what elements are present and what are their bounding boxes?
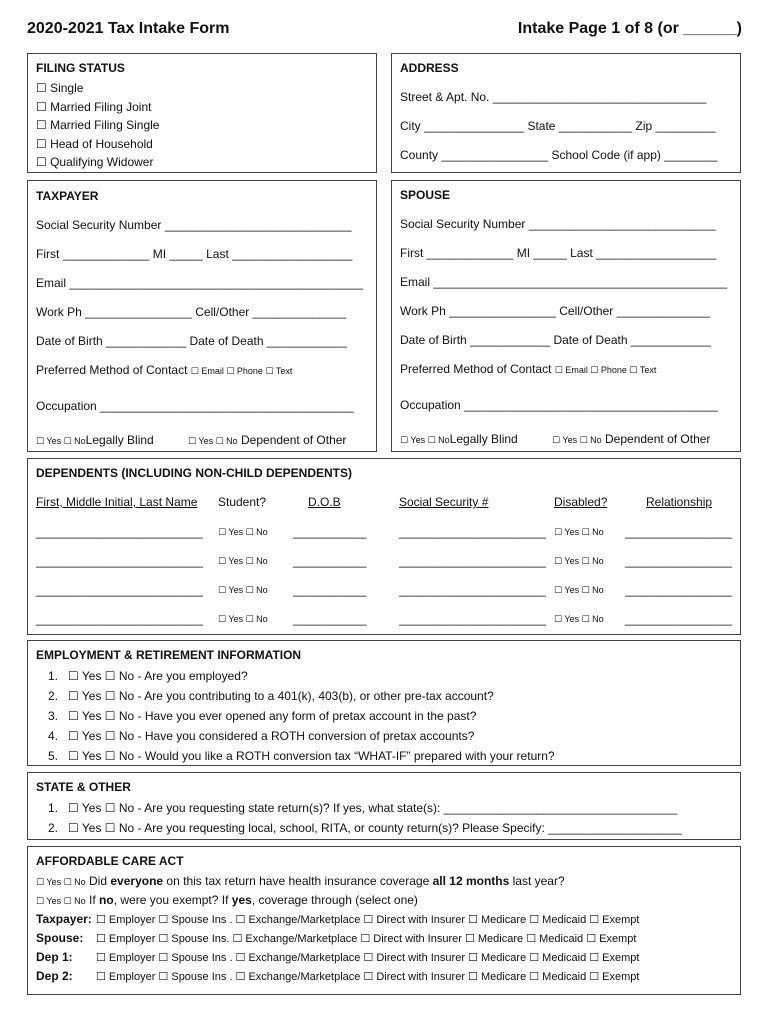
dependent-row-2-name[interactable]: _________________________: [36, 554, 203, 568]
taxpayer-dependent-row: [188, 433, 346, 447]
filing-status-options: [36, 79, 159, 172]
aca-row-dep1: [36, 950, 73, 964]
dependent-name-header: First, Middle Initial, Last Name: [36, 495, 198, 509]
aca-q2-text: , were you exempt? If: [113, 893, 229, 907]
dependent-row-4-relationship[interactable]: ________________: [625, 612, 732, 626]
aca-row-dep1-options[interactable]: ☐ Employer ☐ Spouse Ins . ☐ Exchange/Marketplace ☐ Direct with Insurer ☐ Medicare ☐ Medicaid ☐ Exempt: [96, 952, 640, 964]
filing-status-title: FILING STATUS: [36, 61, 125, 75]
aca-section: [27, 846, 741, 995]
question-number: 1.: [47, 801, 58, 815]
spouse-dependent-label: Dependent of Other: [605, 432, 711, 446]
dependent-row-2-ssn[interactable]: ______________________: [399, 554, 546, 568]
question-text: ☐ Yes ☐ No - Are you requesting state return(s)? If yes, what state(s): ___________________________________: [68, 801, 678, 815]
dependent-row-3-disabled[interactable]: ☐ Yes ☐ No: [554, 585, 604, 595]
employment-section: [27, 640, 741, 766]
aca-q1-emphasis: all 12 months: [432, 874, 510, 888]
aca-q2-emphasis: yes: [231, 893, 252, 907]
taxpayer-blind-row: [36, 433, 154, 447]
aca-question-2: [36, 893, 418, 907]
spouse-email-field[interactable]: Email ____________________________________________: [400, 275, 727, 289]
state-other-question-1[interactable]: [36, 798, 682, 818]
spouse-blind-label: Legally Blind: [449, 432, 518, 446]
question-text: ☐ Yes ☐ No - Are you requesting local, school, RITA, or county return(s)? Please Specify: ____________________: [68, 821, 682, 835]
employment-question-4[interactable]: [36, 726, 555, 746]
taxpayer-name-field[interactable]: First _____________ MI _____ Last __________________: [36, 247, 353, 261]
dependent-row-1-ssn[interactable]: ______________________: [399, 525, 546, 539]
dependent-student-header: Student?: [218, 495, 267, 509]
aca-q1-yes-no[interactable]: ☐ Yes ☐ No: [36, 877, 86, 887]
taxpayer-blind-yes-no[interactable]: ☐ Yes ☐ No: [36, 436, 86, 446]
spouse-blind-yes-no[interactable]: ☐ Yes ☐ No: [400, 435, 450, 445]
filing-option-married-joint[interactable]: ☐ Married Filing Joint: [36, 99, 152, 114]
page-indicator: Intake Page 1 of 8 (or ______): [517, 20, 742, 37]
aca-row-label: Spouse:: [36, 931, 84, 945]
aca-row-dep2: [36, 969, 73, 983]
aca-row-spouse-options[interactable]: ☐ Employer ☐ Spouse Ins. ☐ Exchange/Marketplace ☐ Direct with Insurer ☐ Medicare ☐ Medicaid ☐ Exempt: [96, 933, 637, 945]
employment-question-3[interactable]: [36, 706, 555, 726]
aca-q1-text: on this tax return have health insurance coverage: [166, 874, 430, 888]
taxpayer-occupation-field[interactable]: Occupation ______________________________________: [36, 399, 354, 413]
aca-q1-text: Did: [89, 874, 108, 888]
aca-q2-yes-no[interactable]: ☐ Yes ☐ No: [36, 896, 86, 906]
state-other-question-2[interactable]: [36, 818, 682, 838]
dependent-row-3-relationship[interactable]: ________________: [625, 583, 732, 597]
aca-row-label: Taxpayer:: [36, 912, 92, 926]
taxpayer-title: TAXPAYER: [36, 189, 99, 203]
taxpayer-contact-row: [36, 363, 292, 377]
question-number: 1.: [47, 669, 58, 683]
dependent-row-1-relationship[interactable]: ________________: [625, 525, 732, 539]
state-other-questions: [36, 798, 682, 838]
dependent-row-2-dob[interactable]: ___________: [293, 554, 367, 568]
question-text: ☐ Yes ☐ No - Have you considered a ROTH conversion of pretax accounts?: [68, 729, 475, 743]
dependent-row-3-ssn[interactable]: ______________________: [399, 583, 546, 597]
employment-question-2[interactable]: [36, 686, 555, 706]
aca-row-taxpayer-options[interactable]: ☐ Employer ☐ Spouse Ins . ☐ Exchange/Marketplace ☐ Direct with Insurer ☐ Medicare ☐ Medicaid ☐ Exempt: [96, 914, 640, 926]
taxpayer-dates-field[interactable]: Date of Birth ____________ Date of Death ____________: [36, 334, 347, 348]
spouse-dependent-yes-no[interactable]: ☐ Yes ☐ No: [552, 435, 602, 445]
taxpayer-dependent-yes-no[interactable]: ☐ Yes ☐ No: [188, 436, 238, 446]
dependent-row-3-dob[interactable]: ___________: [293, 583, 367, 597]
state-other-section: [27, 772, 741, 840]
dependent-ssn-header: Social Security #: [399, 495, 489, 509]
dependents-title: DEPENDENTS (INCLUDING NON-CHILD DEPENDENTS): [36, 466, 353, 480]
spouse-contact-label: Preferred Method of Contact: [400, 362, 552, 376]
taxpayer-phone-field[interactable]: Work Ph ________________ Cell/Other ______________: [36, 305, 347, 319]
spouse-blind-row: [400, 432, 518, 446]
aca-q1-text: last year?: [512, 874, 565, 888]
taxpayer-contact-label: Preferred Method of Contact: [36, 363, 188, 377]
taxpayer-blind-label: Legally Blind: [85, 433, 154, 447]
question-number: 2.: [47, 689, 58, 703]
dependent-row-1-name[interactable]: _________________________: [36, 525, 203, 539]
filing-status-section: [27, 53, 377, 173]
employment-questions: [36, 666, 555, 766]
dependent-row-1-disabled[interactable]: ☐ Yes ☐ No: [554, 527, 604, 537]
form-title: 2020-2021 Tax Intake Form: [27, 20, 230, 37]
dependent-row-4-disabled[interactable]: ☐ Yes ☐ No: [554, 614, 604, 624]
aca-row-label: Dep 1:: [36, 950, 73, 964]
spouse-dates-field[interactable]: Date of Birth ____________ Date of Death ____________: [400, 333, 711, 347]
question-text: ☐ Yes ☐ No - Would you like a ROTH conversion tax “WHAT-IF” prepared with your return?: [68, 749, 555, 763]
state-other-title: STATE & OTHER: [36, 780, 131, 794]
spouse-occupation-field[interactable]: Occupation ______________________________________: [400, 398, 718, 412]
dependent-row-4-name[interactable]: _________________________: [36, 612, 203, 626]
spouse-ssn-field[interactable]: Social Security Number ____________________________: [400, 217, 716, 231]
dependent-row-3-name[interactable]: _________________________: [36, 583, 203, 597]
aca-row-taxpayer: [36, 912, 92, 926]
dependent-relationship-header: Relationship: [646, 495, 713, 509]
aca-title: AFFORDABLE CARE ACT: [36, 854, 184, 868]
dependent-row-2-disabled[interactable]: ☐ Yes ☐ No: [554, 556, 604, 566]
aca-row-spouse: [36, 931, 83, 945]
spouse-phone-field[interactable]: Work Ph ________________ Cell/Other ______________: [400, 304, 711, 318]
taxpayer-contact-options[interactable]: ☐ Email ☐ Phone ☐ Text: [190, 366, 293, 376]
question-text: ☐ Yes ☐ No - Have you ever opened any form of pretax account in the past?: [68, 709, 477, 723]
dependent-row-1-student[interactable]: ☐ Yes ☐ No: [218, 527, 268, 537]
filing-option-head-household[interactable]: ☐ Head of Household: [36, 136, 153, 151]
question-number: 5.: [47, 749, 58, 763]
employment-question-1[interactable]: [36, 666, 555, 686]
spouse-title: SPOUSE: [400, 188, 451, 202]
spouse-contact-options[interactable]: ☐ Email ☐ Phone ☐ Text: [554, 365, 657, 375]
taxpayer-ssn-field[interactable]: Social Security Number ____________________________: [36, 218, 352, 232]
address-section: [391, 53, 741, 173]
dependent-row-4-ssn[interactable]: ______________________: [399, 612, 546, 626]
dependent-row-2-student[interactable]: ☐ Yes ☐ No: [218, 556, 268, 566]
aca-row-label: Dep 2:: [36, 969, 73, 983]
address-title: ADDRESS: [400, 61, 459, 75]
aca-q1-emphasis: everyone: [110, 874, 164, 888]
dependent-row-4-dob[interactable]: ___________: [293, 612, 367, 626]
question-number: 2.: [47, 821, 58, 835]
aca-q2-emphasis: no: [99, 893, 114, 907]
street-field[interactable]: Street & Apt. No. ________________________________: [400, 90, 707, 104]
dependent-disabled-header: Disabled?: [554, 495, 608, 509]
question-number: 3.: [47, 709, 58, 723]
dependents-section: [27, 458, 741, 635]
dependent-row-4-student[interactable]: ☐ Yes ☐ No: [218, 614, 268, 624]
spouse-contact-row: [400, 362, 656, 376]
aca-q2-text: , coverage through (select one): [251, 893, 418, 907]
filing-option-married-single[interactable]: ☐ Married Filing Single: [36, 118, 160, 132]
aca-question-1: [36, 874, 565, 888]
filing-option-qualifying-widower[interactable]: ☐ Qualifying Widower: [36, 155, 154, 169]
aca-q2-text: If: [89, 893, 96, 907]
city-state-zip-field[interactable]: City _______________ State ___________ Zip _________: [400, 119, 716, 133]
dependent-row-2-relationship[interactable]: ________________: [625, 554, 732, 568]
dependent-row-1-dob[interactable]: ___________: [293, 525, 367, 539]
taxpayer-dependent-label: Dependent of Other: [241, 433, 347, 447]
question-text: ☐ Yes ☐ No - Are you employed?: [68, 669, 248, 683]
aca-row-dep2-options[interactable]: ☐ Employer ☐ Spouse Ins . ☐ Exchange/Marketplace ☐ Direct with Insurer ☐ Medicare ☐ Medicaid ☐ Exempt: [96, 971, 640, 983]
spouse-section: [391, 180, 741, 452]
employment-question-5[interactable]: [36, 746, 555, 766]
filing-option-single[interactable]: ☐ Single: [36, 81, 84, 95]
question-number: 4.: [47, 729, 58, 743]
question-text: ☐ Yes ☐ No - Are you contributing to a 401(k), 403(b), or other pre-tax account?: [68, 689, 494, 703]
spouse-dependent-row: [552, 432, 710, 446]
taxpayer-email-field[interactable]: Email ____________________________________________: [36, 276, 363, 290]
employment-title: EMPLOYMENT & RETIREMENT INFORMATION: [36, 648, 302, 662]
taxpayer-section: [27, 180, 377, 452]
county-school-field[interactable]: County ________________ School Code (if app) ________: [400, 148, 718, 162]
dependent-dob-header: D.O.B: [308, 495, 341, 509]
dependent-row-3-student[interactable]: ☐ Yes ☐ No: [218, 585, 268, 595]
spouse-name-field[interactable]: First _____________ MI _____ Last __________________: [400, 246, 717, 260]
